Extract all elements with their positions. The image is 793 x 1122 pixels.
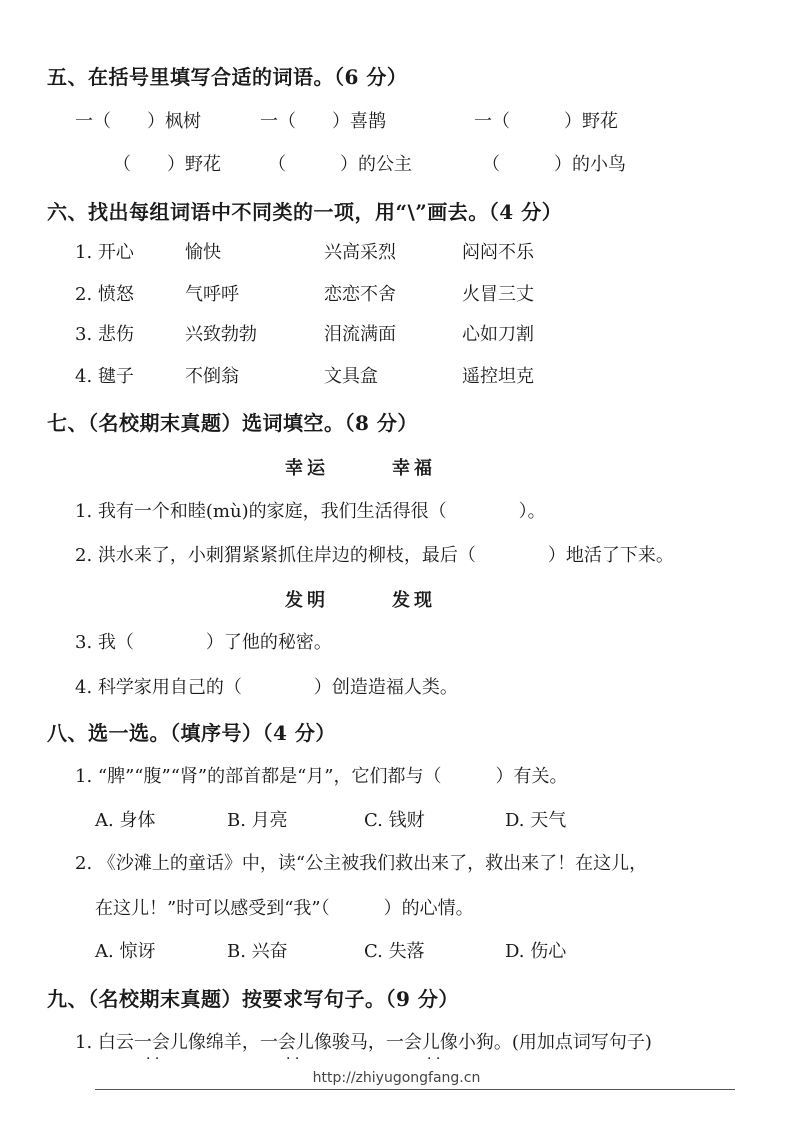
s6-r3-c1: 3. 悲伤 bbox=[75, 324, 134, 345]
section-5-title: 五、在括号里填写合适的词语。（6 分） bbox=[47, 65, 408, 89]
s6-r1-c4: 闷闷不乐 bbox=[462, 242, 534, 263]
s6-r2-c1: 2. 愤怒 bbox=[75, 284, 134, 305]
footer-divider bbox=[95, 1089, 735, 1090]
s5-item-3: 一（ ）野花 bbox=[474, 111, 618, 132]
s7-q3: 3. 我（ ）了他的秘密。 bbox=[75, 632, 332, 653]
s7-word-4: 发现 bbox=[392, 590, 436, 611]
s8-q1-option-b: B. 月亮 bbox=[227, 810, 288, 831]
s6-r1-c1: 1. 开心 bbox=[75, 242, 134, 263]
emphasis-dots-3: · · bbox=[427, 1051, 441, 1067]
s8-q2-option-c: C. 失落 bbox=[364, 941, 425, 962]
s8-q2-line-2: 在这儿！”时可以感受到“我”（ ）的心情。 bbox=[95, 898, 474, 919]
s6-r2-c4: 火冒三丈 bbox=[462, 284, 534, 305]
s6-r4-c2: 不倒翁 bbox=[185, 366, 239, 387]
s6-r3-c4: 心如刀割 bbox=[462, 324, 534, 345]
s7-word-2: 幸福 bbox=[392, 458, 436, 479]
s6-r4-c1: 4. 毽子 bbox=[75, 366, 134, 387]
s6-r3-c3: 泪流满面 bbox=[324, 324, 396, 345]
s5-item-1: 一（ ）枫树 bbox=[75, 111, 201, 132]
s6-r1-c3: 兴高采烈 bbox=[324, 242, 396, 263]
s5-item-5: （ ）的公主 bbox=[268, 154, 412, 175]
section-7-title: 七、（名校期末真题）选词填空。（8 分） bbox=[47, 411, 418, 435]
s7-q4: 4. 科学家用自己的（ ）创造造福人类。 bbox=[75, 677, 458, 698]
section-8-title: 八、选一选。（填序号）（4 分） bbox=[47, 721, 336, 745]
s7-q1: 1. 我有一个和睦(mù)的家庭，我们生活得很（ ）。 bbox=[75, 501, 546, 522]
s8-q1-option-c: C. 钱财 bbox=[364, 810, 425, 831]
s9-q1: 1. 白云一会儿像绵羊，一会儿像骏马，一会儿像小狗。(用加点词写句子) bbox=[75, 1032, 652, 1053]
s7-word-3: 发明 bbox=[285, 590, 329, 611]
s8-q2-line-1: 2. 《沙滩上的童话》中，读“公主被我们救出来了，救出来了！在这儿， bbox=[75, 853, 648, 874]
s5-item-6: （ ）的小鸟 bbox=[482, 154, 626, 175]
s6-r4-c4: 遥控坦克 bbox=[462, 366, 534, 387]
emphasis-dots-1: · · bbox=[146, 1051, 160, 1067]
s8-q1-option-d: D. 天气 bbox=[505, 810, 567, 831]
s5-item-2: 一（ ）喜鹊 bbox=[260, 111, 386, 132]
s8-q1: 1. “脾”“腹”“肾”的部首都是“月”，它们都与（ ）有关。 bbox=[75, 766, 568, 787]
s6-r1-c2: 愉快 bbox=[185, 242, 221, 263]
footer-url[interactable]: http://zhiyugongfang.cn bbox=[312, 1070, 481, 1086]
emphasis-dots-2: · · bbox=[286, 1051, 300, 1067]
s8-q2-option-d: D. 伤心 bbox=[505, 941, 567, 962]
s6-r3-c2: 兴致勃勃 bbox=[185, 324, 257, 345]
section-9-title: 九、（名校期末真题）按要求写句子。（9 分） bbox=[47, 987, 459, 1011]
section-6-title: 六、找出每组词语中不同类的一项，用“\”画去。（4 分） bbox=[47, 200, 563, 224]
s6-r2-c3: 恋恋不舍 bbox=[324, 284, 396, 305]
s6-r4-c3: 文具盒 bbox=[324, 366, 378, 387]
s7-q2: 2. 洪水来了，小刺猬紧紧抓住岸边的柳枝，最后（ ）地活了下来。 bbox=[75, 545, 674, 566]
s8-q1-option-a: A. 身体 bbox=[95, 810, 156, 831]
s5-item-4: （ ）野花 bbox=[113, 154, 221, 175]
s8-q2-option-b: B. 兴奋 bbox=[227, 941, 288, 962]
s7-word-1: 幸运 bbox=[285, 458, 329, 479]
s6-r2-c2: 气呼呼 bbox=[185, 284, 239, 305]
s8-q2-option-a: A. 惊讶 bbox=[95, 941, 156, 962]
